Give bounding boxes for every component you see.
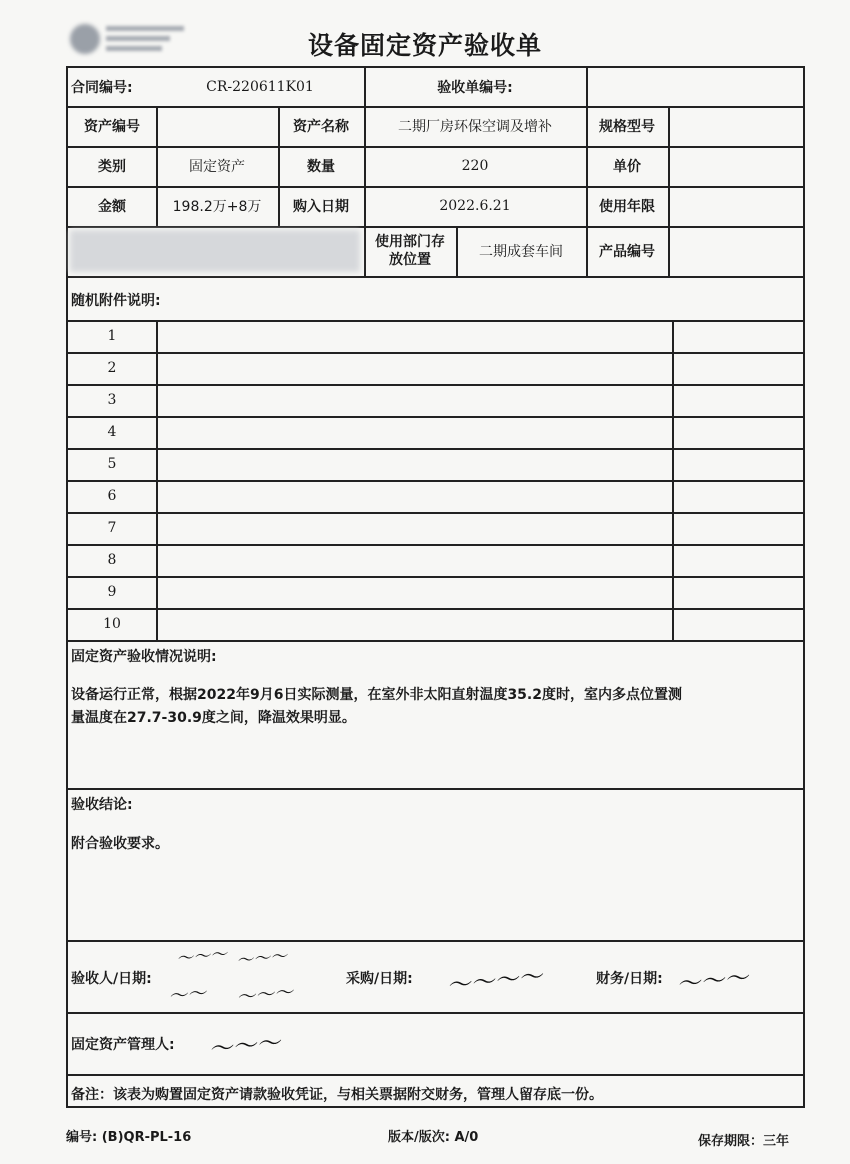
category-value: 固定资产 (189, 159, 245, 175)
acceptor-signature: 〜〜〜 (175, 944, 229, 970)
amount-label: 金额 (98, 199, 126, 215)
acceptance-note-text (71, 684, 801, 730)
attachment-row-number: 3 (107, 392, 117, 408)
acceptance-note-line1: 设备运行正常，根据2022年9月6日实际测量，在室外非太阳直射温度35.2度时，室内多点位置测 (71, 687, 682, 703)
category-label: 类别 (98, 159, 126, 175)
spec-label: 规格型号 (599, 119, 655, 135)
acceptance-note-label: 固定资产验收情况说明: (71, 649, 217, 665)
form-number: 编号: (B)QR-PL-16 (66, 1130, 192, 1145)
attachment-row-number: 6 (107, 488, 117, 504)
contract-no-value: CR-220611K01 (206, 79, 314, 95)
acceptance-no-value (586, 68, 803, 106)
purchase-date-sign-label: 采购/日期: (346, 971, 413, 987)
acceptor-signature: 〜〜〜 (235, 981, 295, 1009)
attachments-label: 随机附件说明: (71, 293, 161, 309)
acceptor-signature: 〜〜〜 (235, 946, 289, 972)
asset-no-value (156, 106, 278, 146)
asset-manager-label: 固定资产管理人: (71, 1037, 175, 1053)
product-no-value (668, 226, 803, 276)
acceptance-note-line2: 量温度在27.7-30.9度之间，降温效果明显。 (71, 710, 356, 726)
asset-name-label: 资产名称 (293, 119, 349, 135)
attachment-row-number: 1 (107, 328, 117, 344)
finance-date-label: 财务/日期: (596, 971, 663, 987)
retention-period: 保存期限：三年 (698, 1134, 790, 1149)
location-label (364, 226, 456, 276)
conclusion-text: 附合验收要求。 (71, 836, 169, 852)
attachment-row-number: 5 (107, 456, 117, 472)
location-label-line1: 使用部门存 (375, 234, 445, 250)
attachment-row-number: 10 (103, 616, 121, 632)
acceptance-form (66, 66, 805, 1108)
attachment-row-number: 2 (107, 360, 117, 376)
redacted-area (70, 230, 360, 272)
attachment-row-number: 4 (107, 424, 117, 440)
quantity-label: 数量 (307, 159, 335, 175)
attachment-row-number: 9 (107, 584, 117, 600)
contract-no-label: 合同编号: (71, 80, 133, 96)
asset-name-value: 二期厂房环保空调及增补 (398, 119, 552, 135)
spec-value (668, 106, 803, 146)
purchase-date-label: 购入日期 (293, 199, 349, 215)
remark-text: 备注：该表为购置固定资产请款验收凭证，与相关票据附交财务，管理人留存底一份。 (71, 1087, 603, 1103)
location-label-line2: 放位置 (389, 252, 431, 268)
finance-signature: 〜〜〜 (674, 963, 750, 999)
unit-price-value (668, 146, 803, 186)
manager-signature: 〜〜〜 (206, 1028, 282, 1064)
amount-value: 198.2万+8万 (172, 199, 262, 215)
acceptor-date-label: 验收人/日期: (71, 971, 152, 987)
purchase-signature: 〜〜〜〜 (445, 962, 544, 1000)
conclusion-label: 验收结论: (71, 797, 133, 813)
service-years-value (668, 186, 803, 226)
location-value: 二期成套车间 (479, 244, 563, 260)
service-years-label: 使用年限 (599, 199, 655, 215)
asset-no-label: 资产编号 (84, 119, 140, 135)
acceptor-signature: 〜〜 (167, 982, 208, 1008)
unit-price-label: 单价 (613, 159, 641, 175)
attachment-row-number: 8 (107, 552, 117, 568)
form-title: 设备固定资产验收单 (307, 31, 542, 60)
product-no-label: 产品编号 (599, 244, 655, 260)
attachment-row-number: 7 (107, 520, 117, 536)
quantity-value: 220 (461, 158, 489, 174)
version: 版本/版次: A/0 (388, 1130, 479, 1145)
acceptance-no-label: 验收单编号: (437, 80, 513, 96)
purchase-date-value: 2022.6.21 (439, 198, 511, 214)
